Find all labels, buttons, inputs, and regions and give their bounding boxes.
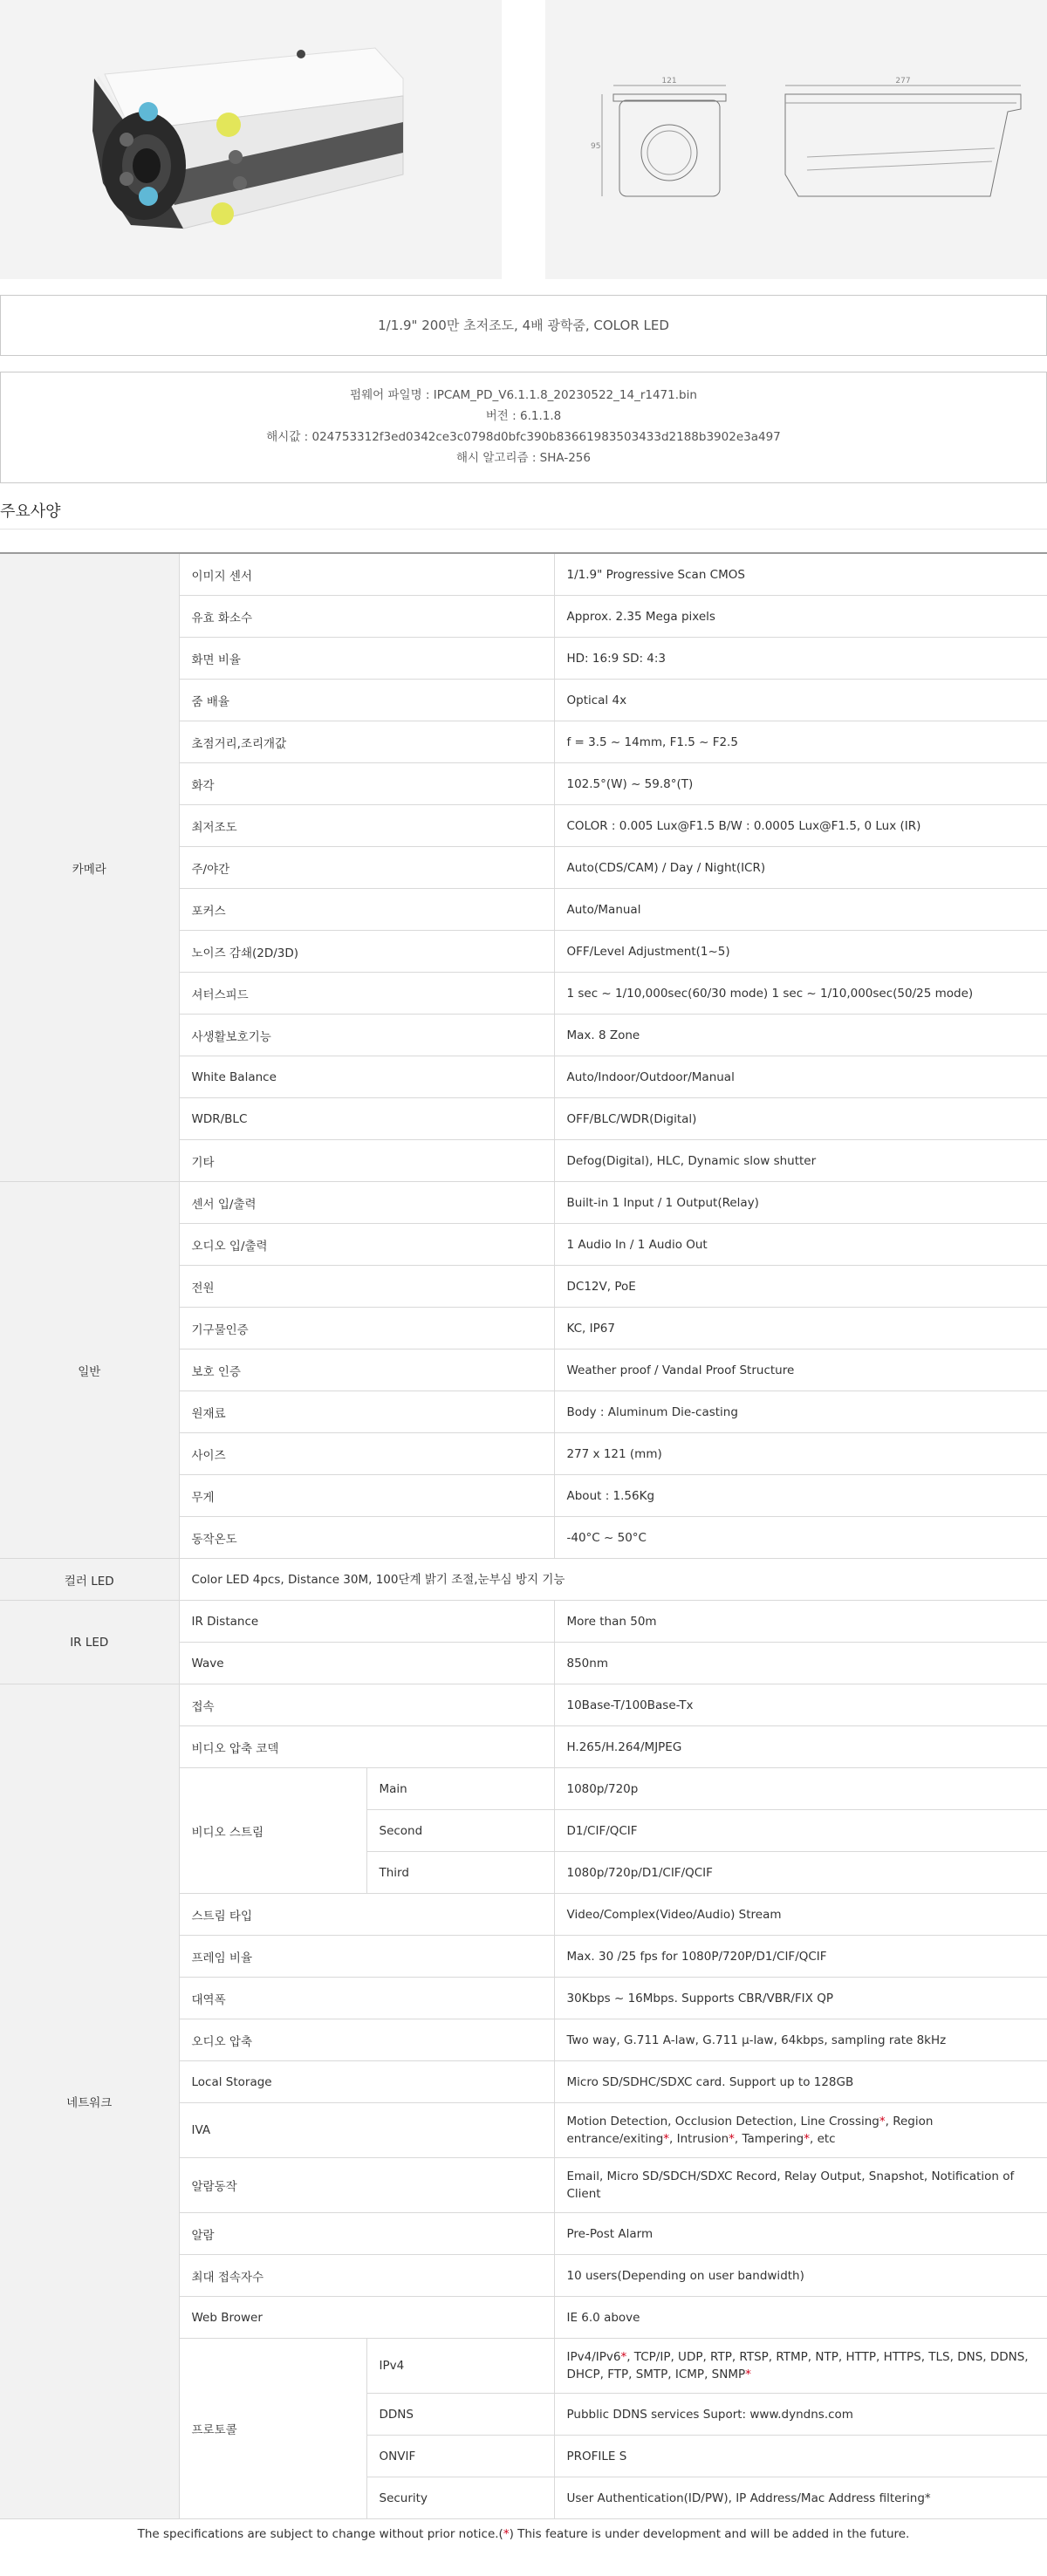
spec-key: 알람 — [179, 2213, 554, 2255]
spec-key: WDR/BLC — [179, 1098, 554, 1140]
model-summary — [0, 295, 1047, 356]
table-row — [0, 1684, 1047, 1726]
spec-value: 30Kbps ~ 16Mbps. Supports CBR/VBR/FIX QP — [554, 1978, 1047, 2019]
spec-key: 유효 화소수 — [179, 596, 554, 638]
led-cyan-top — [139, 102, 158, 121]
spec-value: Pubblic DDNS services Suport: www.dyndns.com — [554, 2394, 1047, 2436]
firmware-hash: 해시값 : 024753312f3ed0342ce3c0798d0bfc390b83661983503433d2188b3902e3a497 — [266, 430, 781, 444]
firmware-hash-algorithm: 해시 알고리즘 : SHA-256 — [456, 451, 591, 465]
spec-value: About : 1.56Kg — [554, 1475, 1047, 1517]
spec-value: Two way, G.711 A-law, G.711 μ-law, 64kbps, sampling rate 8kHz — [554, 2019, 1047, 2061]
product-images — [0, 0, 1047, 279]
spec-value: Max. 8 Zone — [554, 1015, 1047, 1056]
spec-value: Pre-Post Alarm — [554, 2213, 1047, 2255]
spec-key: 프로토콜 — [179, 2339, 366, 2519]
spec-key: 원재료 — [179, 1391, 554, 1433]
spec-key: 비디오 압축 코덱 — [179, 1726, 554, 1768]
spec-key: 기구물인증 — [179, 1308, 554, 1349]
footnote-text: ) This feature is under development and will be added in the future. — [509, 2527, 910, 2541]
spec-value: Auto/Indoor/Outdoor/Manual — [554, 1056, 1047, 1098]
spec-subkey: DDNS — [366, 2394, 554, 2436]
spec-value: 1 sec ~ 1/10,000sec(60/30 mode) 1 sec ~ 1/10,000sec(50/25 mode) — [554, 973, 1047, 1015]
iva-part: , etc — [810, 2132, 836, 2146]
spec-value: Micro SD/SDHC/SDXC card. Support up to 128GB — [554, 2061, 1047, 2103]
spec-key: 최대 접속자수 — [179, 2255, 554, 2297]
spec-key: 최저조도 — [179, 805, 554, 847]
star-mark: * — [663, 2132, 670, 2146]
star-mark: * — [729, 2132, 735, 2146]
footnote-text: The specifications are subject to change without prior notice.( — [137, 2527, 503, 2541]
spec-value-iva — [554, 2103, 1047, 2158]
dimension-drawing — [545, 0, 1047, 279]
spec-value: Body : Aluminum Die-casting — [554, 1391, 1047, 1433]
spec-subkey: Security — [366, 2477, 554, 2519]
led-yellow-bottom — [211, 202, 234, 225]
spec-value: 10Base-T/100Base-Tx — [554, 1684, 1047, 1726]
firmware-version: 버전 : 6.1.1.8 — [485, 409, 562, 423]
spec-value: User Authentication(ID/PW), IP Address/Mac Address filtering* — [554, 2477, 1047, 2519]
spec-key: 초점거리,조리개값 — [179, 721, 554, 763]
category-camera: 카메라 — [0, 553, 179, 1182]
spec-subkey: IPv4 — [366, 2339, 554, 2394]
spec-value: f = 3.5 ~ 14mm, F1.5 ~ F2.5 — [554, 721, 1047, 763]
spec-key: IVA — [179, 2103, 554, 2158]
star-mark: * — [503, 2527, 510, 2541]
spec-value: Color LED 4pcs, Distance 30M, 100단계 밝기 조절,눈부심 방지 기능 — [179, 1559, 1047, 1601]
spec-key: 오디오 압축 — [179, 2019, 554, 2061]
spec-value: Video/Complex(Video/Audio) Stream — [554, 1894, 1047, 1936]
spec-key: Wave — [179, 1643, 554, 1684]
spec-value: OFF/Level Adjustment(1~5) — [554, 931, 1047, 973]
dim-width: 121 — [661, 77, 677, 85]
spec-key: 화면 비율 — [179, 638, 554, 680]
spec-value: 850nm — [554, 1643, 1047, 1684]
spec-value: Max. 30 /25 fps for 1080P/720P/D1/CIF/QCIF — [554, 1936, 1047, 1978]
spec-value: COLOR : 0.005 Lux@F1.5 B/W : 0.0005 Lux@F1.5, 0 Lux (IR) — [554, 805, 1047, 847]
spec-value: Optical 4x — [554, 680, 1047, 721]
category-color-led: 컬러 LED — [0, 1559, 179, 1601]
spec-key: 사생활보호기능 — [179, 1015, 554, 1056]
iva-part: , Intrusion — [669, 2132, 729, 2146]
spec-value: DC12V, PoE — [554, 1266, 1047, 1308]
category-general: 일반 — [0, 1182, 179, 1559]
spec-subkey: Second — [366, 1810, 554, 1852]
table-row — [0, 1182, 1047, 1224]
spec-value: 102.5°(W) ~ 59.8°(T) — [554, 763, 1047, 805]
spec-value: Weather proof / Vandal Proof Structure — [554, 1349, 1047, 1391]
spec-value: PROFILE S — [554, 2436, 1047, 2477]
spec-key: 기타 — [179, 1140, 554, 1182]
camera-photo — [0, 0, 502, 279]
firmware-info — [0, 372, 1047, 483]
spec-value: -40°C ~ 50°C — [554, 1517, 1047, 1559]
spec-key: 셔터스피드 — [179, 973, 554, 1015]
footnote — [0, 2519, 1047, 2549]
spec-key: IR Distance — [179, 1601, 554, 1643]
spec-key: 오디오 입/출력 — [179, 1224, 554, 1266]
spec-key: 동작온도 — [179, 1517, 554, 1559]
spec-table — [0, 552, 1047, 2519]
spec-value: H.265/H.264/MJPEG — [554, 1726, 1047, 1768]
dim-height: 95 — [591, 142, 601, 151]
star-mark: * — [620, 2350, 627, 2364]
led-yellow-top — [216, 113, 241, 137]
spec-value: HD: 16:9 SD: 4:3 — [554, 638, 1047, 680]
spec-value: 1/1.9" Progressive Scan CMOS — [554, 553, 1047, 596]
spec-key: Web Brower — [179, 2297, 554, 2339]
model-line: 1/1.9" 200만 초저조도, 4배 광학줌, COLOR LED — [378, 318, 669, 333]
section-title: 주요사양 — [0, 502, 61, 521]
table-row — [0, 553, 1047, 596]
spec-value: 10 users(Depending on user bandwidth) — [554, 2255, 1047, 2297]
spec-value: OFF/BLC/WDR(Digital) — [554, 1098, 1047, 1140]
star-mark: * — [804, 2132, 810, 2146]
spec-value: D1/CIF/QCIF — [554, 1810, 1047, 1852]
table-row — [0, 1559, 1047, 1601]
spec-key: 이미지 센서 — [179, 553, 554, 596]
star-mark: * — [745, 2368, 751, 2381]
divider — [0, 529, 1047, 552]
spec-value: 1 Audio In / 1 Audio Out — [554, 1224, 1047, 1266]
star-mark: * — [879, 2115, 886, 2128]
spec-key: 노이즈 감쇄(2D/3D) — [179, 931, 554, 973]
camera-illustration — [0, 0, 502, 279]
spec-key: 대역폭 — [179, 1978, 554, 2019]
spec-value: Auto/Manual — [554, 889, 1047, 931]
led-cyan-bottom — [139, 187, 158, 206]
spec-value: Defog(Digital), HLC, Dynamic slow shutter — [554, 1140, 1047, 1182]
spec-key: 알람동작 — [179, 2158, 554, 2213]
spec-value-ipv4 — [554, 2339, 1047, 2394]
spec-value: Approx. 2.35 Mega pixels — [554, 596, 1047, 638]
spec-key: 포커스 — [179, 889, 554, 931]
spec-value: Built-in 1 Input / 1 Output(Relay) — [554, 1182, 1047, 1224]
table-row — [0, 1601, 1047, 1643]
spec-value: 1080p/720p/D1/CIF/QCIF — [554, 1852, 1047, 1894]
spec-value: 1080p/720p — [554, 1768, 1047, 1810]
spec-subkey: Third — [366, 1852, 554, 1894]
spec-key: 사이즈 — [179, 1433, 554, 1475]
spec-key: 비디오 스트림 — [179, 1768, 366, 1894]
spec-value: Email, Micro SD/SDCH/SDXC Record, Relay Output, Snapshot, Notification of Client — [554, 2158, 1047, 2213]
spec-value: Auto(CDS/CAM) / Day / Night(ICR) — [554, 847, 1047, 889]
category-ir-led: IR LED — [0, 1601, 179, 1684]
spec-value: More than 50m — [554, 1601, 1047, 1643]
spec-key: 프레임 비율 — [179, 1936, 554, 1978]
ipv4-part: IPv4/IPv6 — [566, 2350, 621, 2364]
spec-key: 주/야간 — [179, 847, 554, 889]
spec-key: Local Storage — [179, 2061, 554, 2103]
firmware-filename: 펌웨어 파일명 : IPCAM_PD_V6.1.1.8_20230522_14_r1471.bin — [350, 388, 697, 402]
spec-value: IE 6.0 above — [554, 2297, 1047, 2339]
ipv4-part: , TCP/IP, UDP, RTP, RTSP, RTMP, NTP, HTTP, HTTPS, TLS, DNS, DDNS, DHCP, FTP, SMTP, ICMP, SNMP — [566, 2350, 1029, 2381]
iva-part: , Region entrance/exiting — [566, 2115, 934, 2146]
spec-key: 센서 입/출력 — [179, 1182, 554, 1224]
spec-key: 보호 인증 — [179, 1349, 554, 1391]
iva-part: Motion Detection, Occlusion Detection, Line Crossing — [566, 2115, 879, 2128]
spec-key: 전원 — [179, 1266, 554, 1308]
spec-key: 접속 — [179, 1684, 554, 1726]
dimension-illustration — [545, 0, 1047, 279]
dim-length: 277 — [895, 77, 911, 85]
spec-subkey: ONVIF — [366, 2436, 554, 2477]
spec-key: 줌 배율 — [179, 680, 554, 721]
iva-part: , Tampering — [734, 2132, 804, 2146]
spec-key: White Balance — [179, 1056, 554, 1098]
spec-key: 화각 — [179, 763, 554, 805]
spec-key: 스트림 타입 — [179, 1894, 554, 1936]
spec-value: 277 x 121 (mm) — [554, 1433, 1047, 1475]
category-network: 네트워크 — [0, 1684, 179, 2519]
spec-subkey: Main — [366, 1768, 554, 1810]
spec-key: 무게 — [179, 1475, 554, 1517]
spec-value: KC, IP67 — [554, 1308, 1047, 1349]
